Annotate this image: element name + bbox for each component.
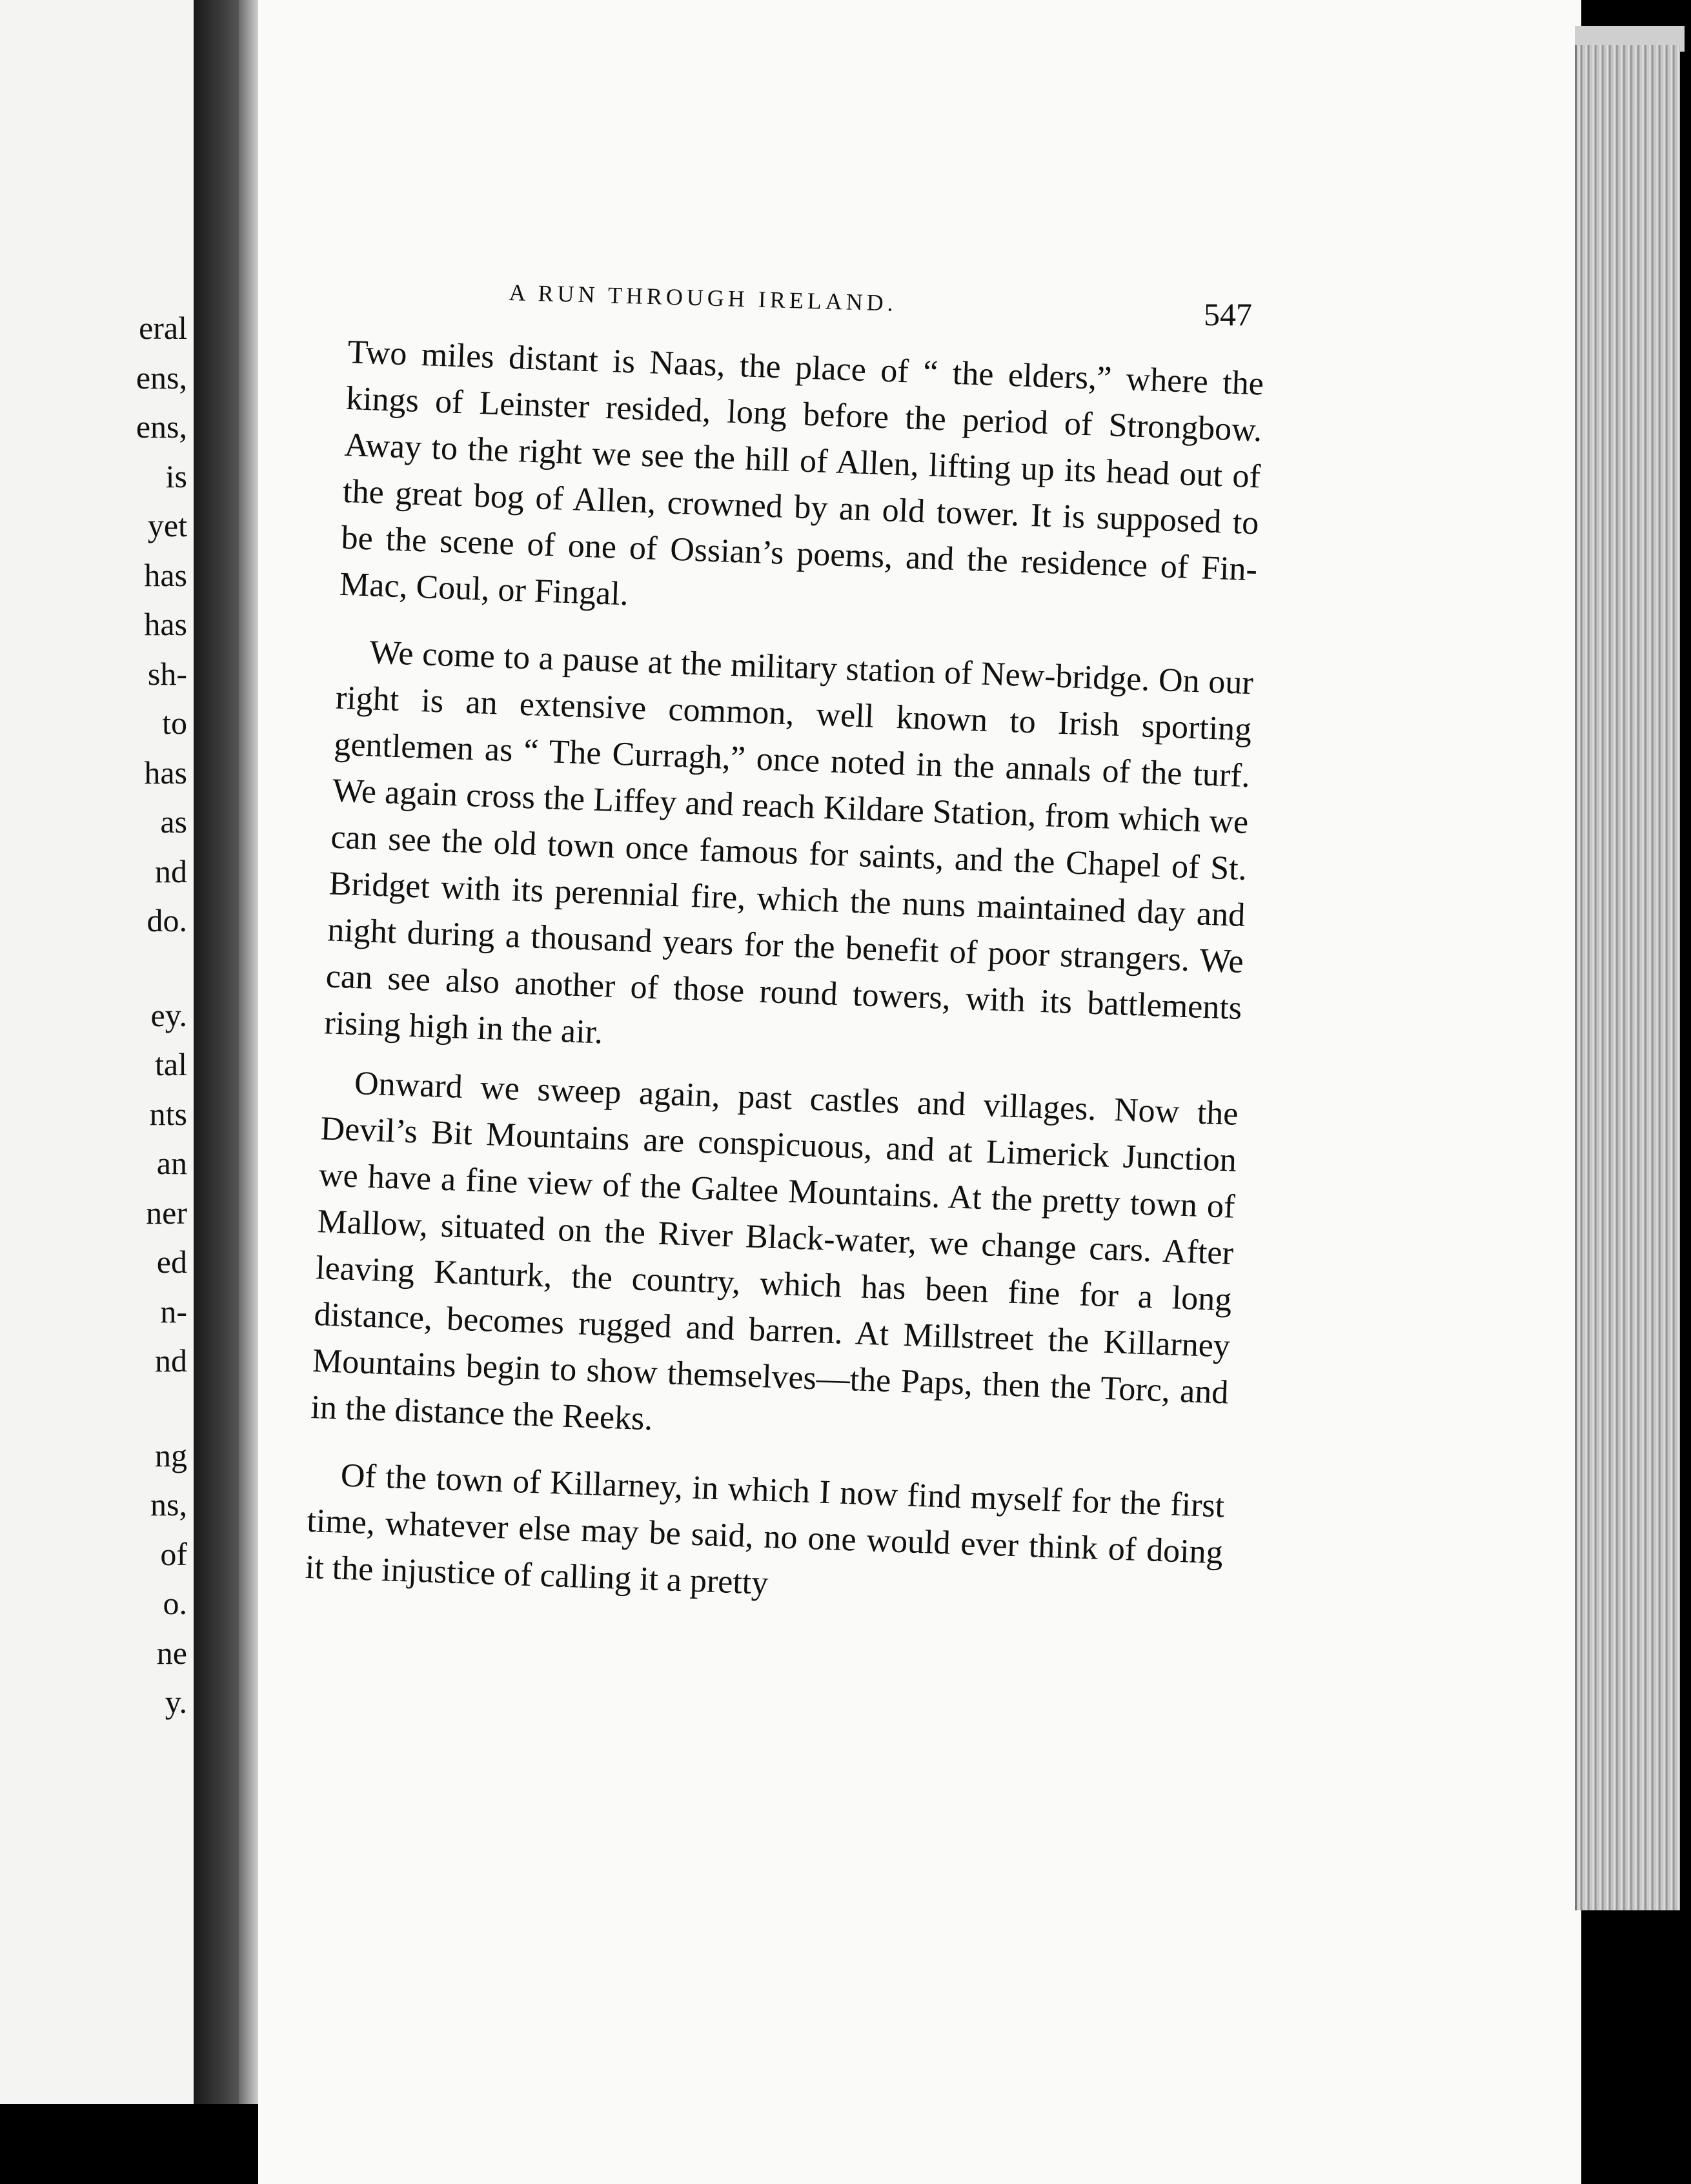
body-text [304, 329, 1265, 1643]
left-fragment: has [144, 556, 187, 593]
left-fragment: ne [156, 1634, 187, 1671]
scan-background [0, 2104, 258, 2184]
left-page-text-fragments [0, 303, 187, 1727]
left-fragment: to [162, 705, 187, 741]
left-fragment-gap [0, 1386, 187, 1431]
book-gutter-shadow [194, 0, 239, 2104]
paragraph: Of the town of Killarney, in which I now find myself for the first time, whatever else may be said, no one would ever think of doing it the injustice of calling it a pretty [305, 1457, 1226, 1602]
left-fragment: has [144, 754, 187, 791]
left-fragment: sh- [147, 655, 187, 692]
left-fragment: nts [149, 1095, 187, 1132]
left-fragment: nd [155, 1342, 187, 1379]
left-fragment: ed [156, 1244, 187, 1280]
left-fragment: n- [160, 1293, 187, 1330]
book-gutter-highlight [239, 0, 258, 2181]
left-fragment: ner [146, 1194, 187, 1231]
left-fragment: ey. [150, 996, 187, 1033]
left-fragment-gap [0, 945, 187, 991]
left-fragment: nd [155, 853, 187, 889]
left-fragment: ns, [150, 1486, 187, 1522]
left-fragment: an [156, 1145, 187, 1181]
left-fragment: y. [165, 1684, 187, 1720]
left-fragment: of [160, 1535, 187, 1572]
left-fragment: has [144, 606, 187, 642]
left-fragment: is [165, 458, 187, 494]
paragraph: Two miles distant is Naas, the place of “ the elders,” where the kings of Leinster resided, long before the period of Strongbow. Away to the right we see the hill of Allen, lifting up its head out of the great bog of Allen, crowned by an old tower. It is supposed to be the scene of one of Ossian’s poems, and the residence of Fin-Mac, Coul, or Fingal. [339, 333, 1264, 613]
left-fragment: eral [139, 310, 187, 346]
page-number: 547 [1204, 296, 1252, 332]
left-fragment: tal [155, 1046, 187, 1082]
left-fragment: o. [163, 1585, 187, 1621]
left-fragment: ng [155, 1437, 187, 1473]
running-head: A RUN THROUGH IRELAND. [509, 279, 898, 316]
paragraph: Onward we sweep again, past castles and villages. Now the Devil’s Bit Mountains are conspicuous, and at Limerick Junction we have a fine view of the Galtee Mountains. At the pretty town of Mallow, situated on the River Black-water, we change cars. After leaving Kanturk, the country, which has been fine for a long distance, becomes rugged and barren. At Millstreet the Killarney Mountains begin to show themselves—the Paps, then the Torc, and in the distance the Reeks. [310, 1065, 1239, 1438]
page-stack-edges [1575, 45, 1680, 1910]
paragraph: We come to a pause at the military station of New-bridge. On our right is an extensive common, well known to Irish sporting gentlemen as “ The Curragh,” once noted in the annals of the turf. We again cross the Liffey and reach Kildare Station, from which we can see the old town once famous for saints, and the Chapel of St. Bridget with its perennial fire, which the nuns maintained day and night during a thousand years for the benefit of poor strangers. We can see also another of those round towers, with its battlements rising high in the air. [323, 634, 1254, 1051]
left-fragment: ens, [136, 409, 187, 445]
left-fragment: do. [147, 902, 187, 938]
left-fragment: ens, [136, 359, 187, 396]
left-fragment: yet [147, 507, 187, 543]
left-fragment: as [160, 804, 187, 840]
left-page [0, 0, 194, 2104]
